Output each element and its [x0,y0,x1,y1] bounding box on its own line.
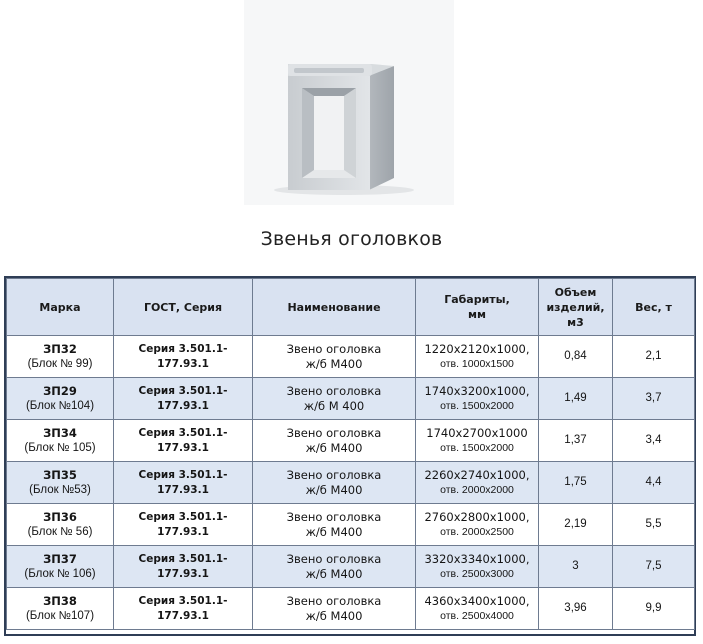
cell-weight: 9,9 [613,588,695,630]
cell-volume: 3,96 [539,588,613,630]
opening-size: отв. 1500х2000 [440,441,514,454]
specs-table [6,278,695,630]
cell-weight: 2,1 [613,336,695,378]
table-header-row [7,279,695,336]
cell-volume: 0,84 [539,336,613,378]
cell-gost [114,420,253,462]
cell-dimensions [416,378,539,420]
table-row [7,504,695,546]
cell-name [253,588,416,630]
mark-code: ЗП32 [43,341,77,356]
section-caption: Звенья оголовков [260,228,443,250]
cell-volume: 2,19 [539,504,613,546]
cell-mark [7,420,114,462]
mark-code: ЗП36 [43,509,77,524]
table-row [7,336,695,378]
gost-series: Серия 3.501.1-177.93.1 [138,468,228,496]
dimensions: 1220х2120х1000, [424,341,530,356]
table-row [7,420,695,462]
product-material: ж/б М400 [305,566,363,581]
cell-weight: 7,5 [613,546,695,588]
cell-name [253,546,416,588]
product-name: Звено оголовка [286,425,382,440]
header-dimensions-line2: мм [468,308,486,321]
dimensions: 1740х3200х1000, [424,383,530,398]
opening-size: отв. 2000х2500 [440,525,514,538]
header-weight: Вес, т [613,279,695,336]
table-row [7,546,695,588]
cell-weight: 5,5 [613,504,695,546]
cell-gost [114,588,253,630]
header-volume [539,279,613,336]
block-number: (Блок № 105) [24,441,96,454]
header-dimensions-line1: Габариты, [444,293,510,306]
table-row [7,462,695,504]
cell-mark [7,546,114,588]
product-material: ж/б М400 [305,356,363,371]
mark-code: ЗП35 [43,467,77,482]
product-material: ж/б М400 [305,524,363,539]
gost-series: Серия 3.501.1-177.93.1 [138,426,228,454]
opening-size: отв. 2500х4000 [440,609,514,622]
product-material: ж/б М400 [305,440,363,455]
gost-series: Серия 3.501.1-177.93.1 [138,384,228,412]
gost-series: Серия 3.501.1-177.93.1 [138,594,228,622]
block-number: (Блок №107) [25,609,95,622]
cell-dimensions [416,336,539,378]
product-name: Звено оголовка [286,593,382,608]
opening-size: отв. 1500х2000 [440,399,514,412]
cell-name [253,462,416,504]
table-row [7,588,695,630]
dimensions: 1740х2700х1000 [426,425,528,440]
header-name: Наименование [253,279,416,336]
cell-volume: 1,49 [539,378,613,420]
product-material: ж/б М400 [305,608,363,623]
gost-series: Серия 3.501.1-177.93.1 [138,552,228,580]
product-name: Звено оголовка [286,467,382,482]
dimensions: 2260х2740х1000, [424,467,530,482]
cell-mark [7,588,114,630]
product-name: Звено оголовка [286,509,382,524]
cell-mark [7,378,114,420]
header-volume-line3: м3 [567,315,584,329]
product-name: Звено оголовка [286,551,382,566]
dimensions: 2760х2800х1000, [424,509,530,524]
cell-gost [114,336,253,378]
mark-code: ЗП38 [43,593,77,608]
cell-name [253,378,416,420]
cell-weight: 3,7 [613,378,695,420]
cell-dimensions [416,588,539,630]
concrete-head-section-illustration [244,0,454,205]
dimensions: 4360х3400х1000, [424,593,530,608]
cell-weight: 3,4 [613,420,695,462]
cell-gost [114,378,253,420]
cell-mark [7,504,114,546]
product-name: Звено оголовка [286,383,382,398]
dimensions: 3320х3340х1000, [424,551,530,566]
mark-code: ЗП34 [43,425,77,440]
opening-size: отв. 2500х3000 [440,567,514,580]
cell-gost [114,462,253,504]
block-number: (Блок №104) [25,399,95,412]
header-mark: Марка [7,279,114,336]
gost-series: Серия 3.501.1-177.93.1 [138,510,228,538]
block-number: (Блок № 56) [27,525,93,538]
cell-volume: 3 [539,546,613,588]
cell-mark [7,336,114,378]
header-gost: ГОСТ, Серия [114,279,253,336]
cell-name [253,504,416,546]
cell-dimensions [416,420,539,462]
mark-code: ЗП37 [43,551,77,566]
cell-gost [114,546,253,588]
cell-dimensions [416,462,539,504]
header-volume-line2: изделий, [546,300,605,314]
cell-volume: 1,37 [539,420,613,462]
cell-name [253,336,416,378]
block-number: (Блок № 106) [24,567,96,580]
header-dimensions [416,279,539,336]
cell-name [253,420,416,462]
product-name: Звено оголовка [286,341,382,356]
header-volume-line1: Объем [554,285,597,299]
mark-code: ЗП29 [43,383,77,398]
cell-mark [7,462,114,504]
cell-gost [114,504,253,546]
cell-dimensions [416,504,539,546]
product-material: ж/б М400 [305,482,363,497]
table-row [7,378,695,420]
cell-dimensions [416,546,539,588]
opening-size: отв. 2000х2000 [440,483,514,496]
product-image [244,0,454,205]
cell-volume: 1,75 [539,462,613,504]
cell-weight: 4,4 [613,462,695,504]
opening-size: отв. 1000х1500 [440,357,514,370]
gost-series: Серия 3.501.1-177.93.1 [138,342,228,370]
product-material: ж/б М 400 [303,398,365,413]
block-number: (Блок № 99) [27,357,93,370]
block-number: (Блок №53) [29,483,91,496]
